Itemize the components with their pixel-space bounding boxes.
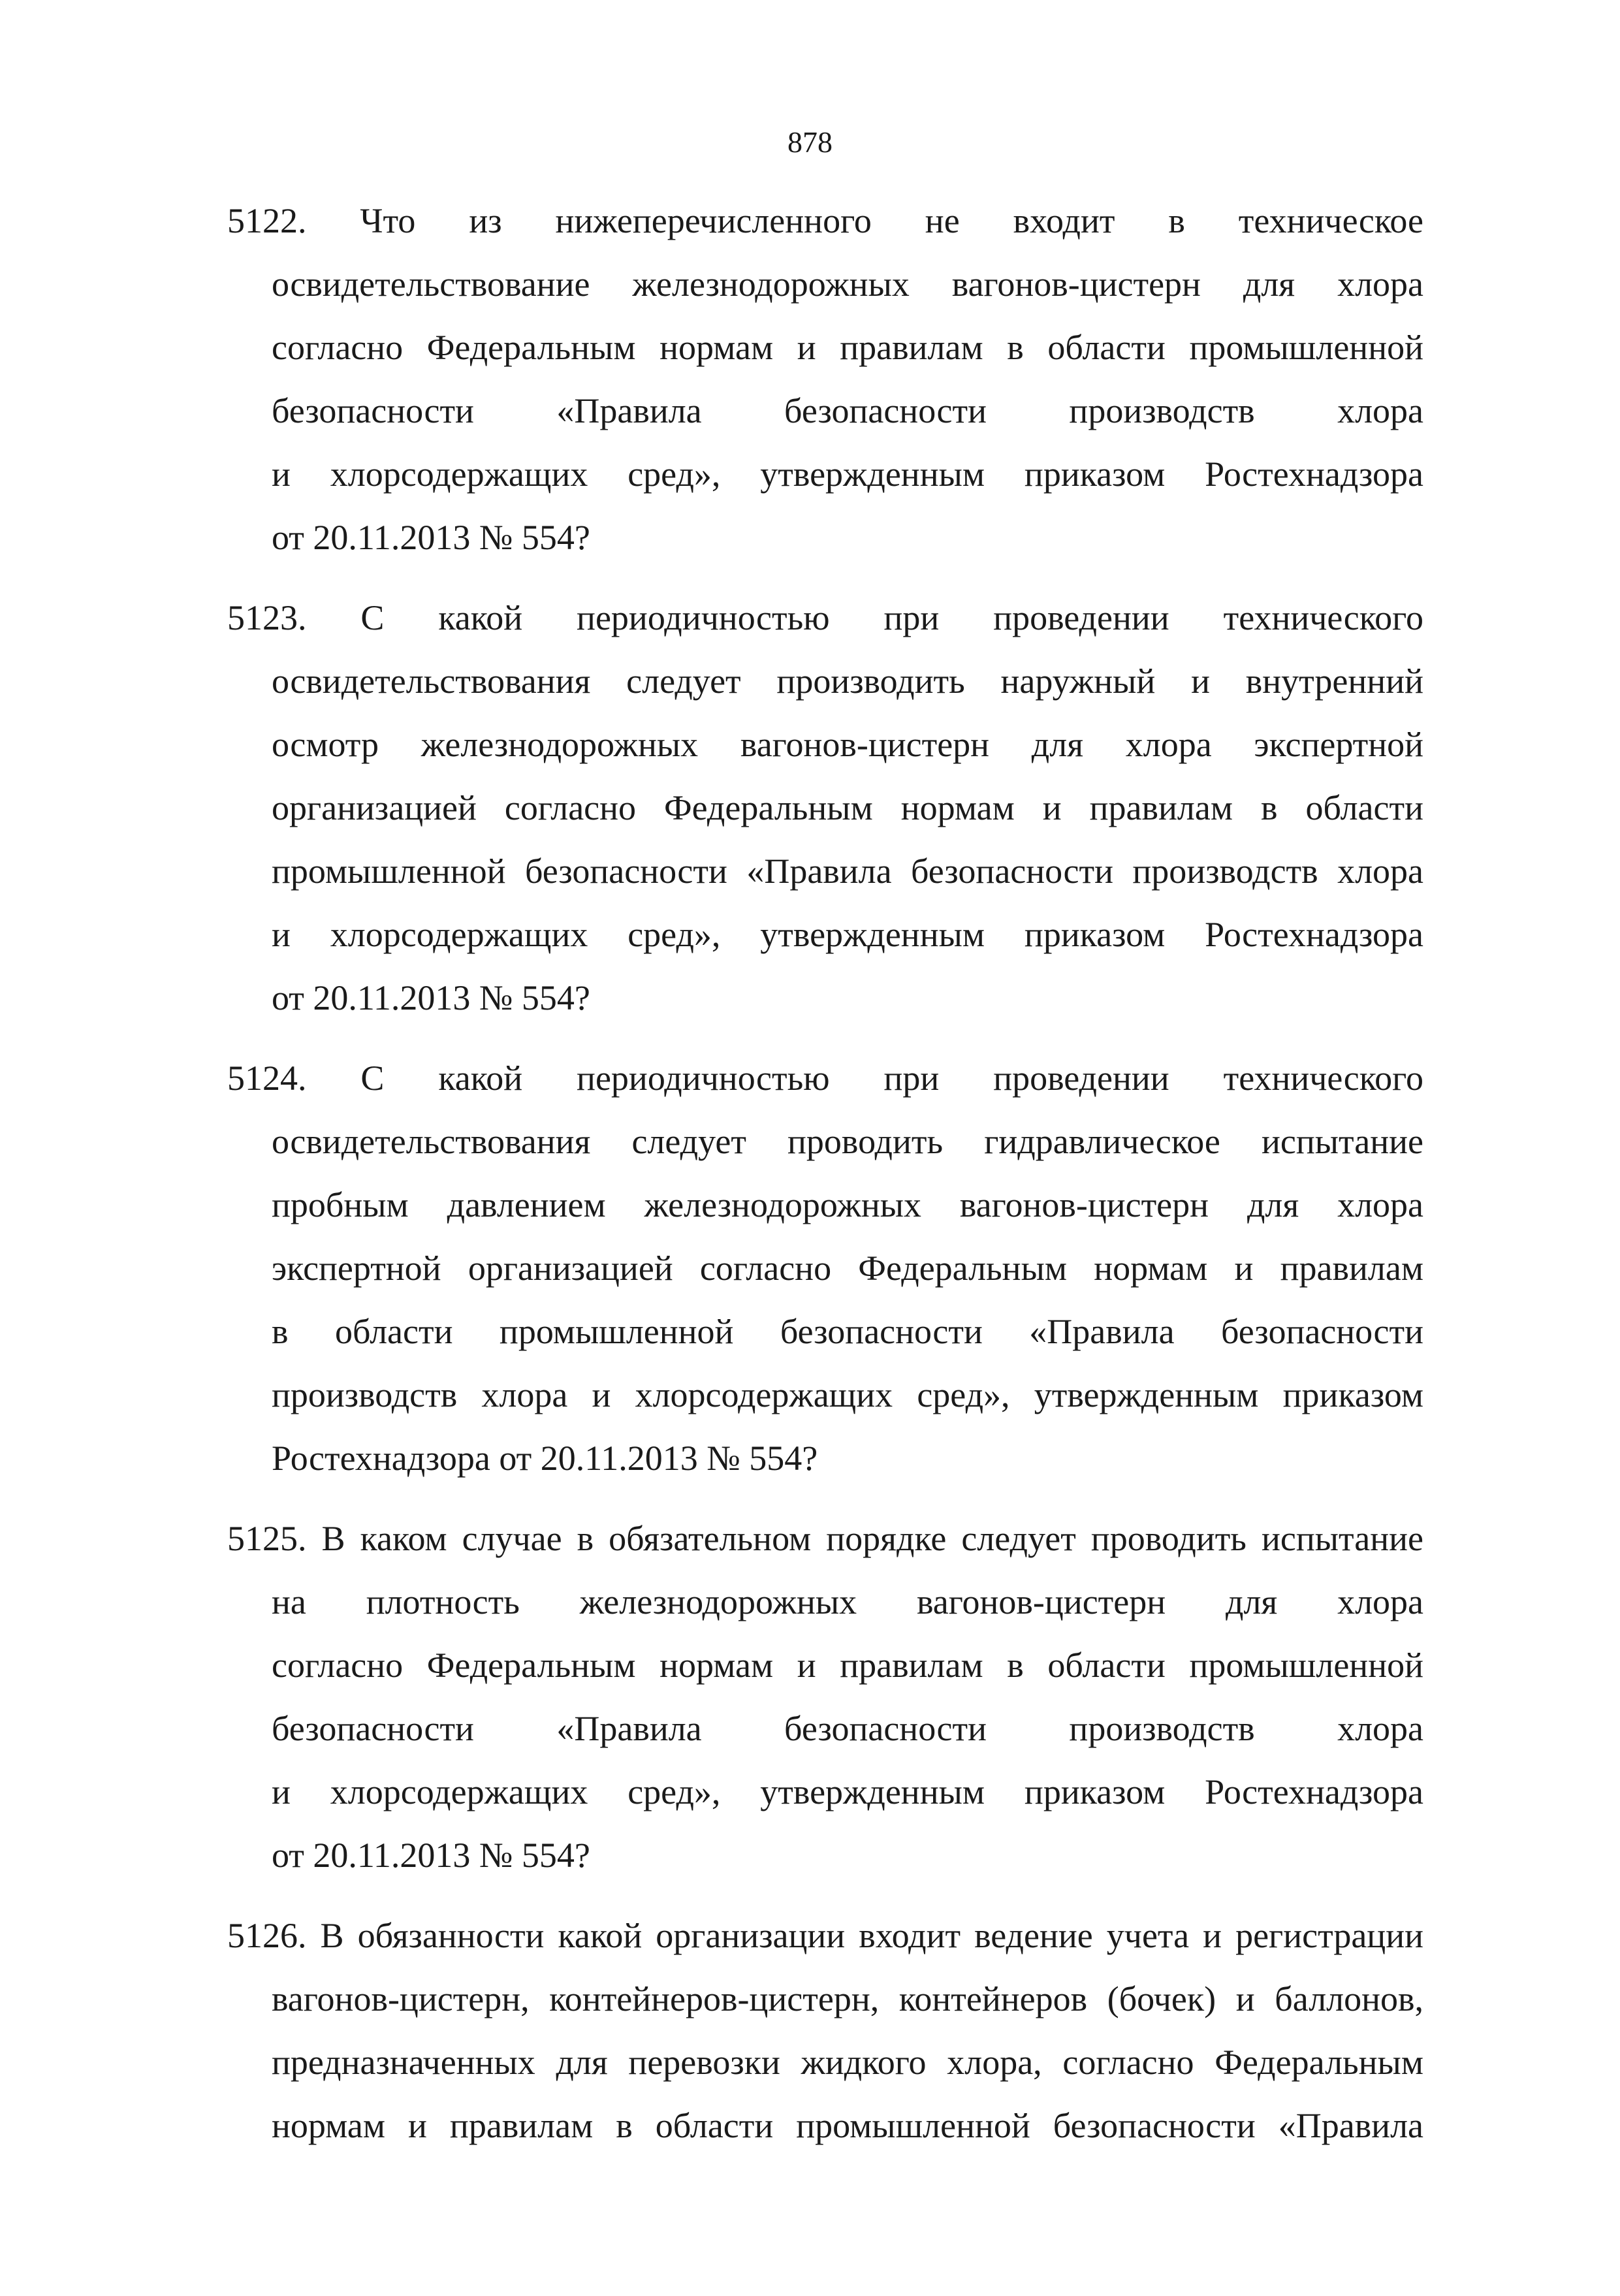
page-number: 878 (787, 125, 833, 159)
question-5125 (227, 1507, 1423, 1887)
question-line: 5122. Что из нижеперечисленного не входит в техническое (227, 201, 1423, 240)
question-line: экспертной организацией согласно Федеральным нормам и правилам (272, 1249, 1423, 1288)
question-line: и хлорсодержащих сред», утвержденным приказом Ростехнадзора (272, 915, 1423, 954)
question-line: освидетельствования следует проводить гидравлическое испытание (272, 1122, 1423, 1161)
question-line: нормам и правилам в области промышленной безопасности «Правила (272, 2106, 1423, 2145)
question-line: осмотр железнодорожных вагонов-цистерн для хлора экспертной (272, 725, 1423, 764)
question-5126 (227, 1904, 1423, 2158)
question-5122 (227, 189, 1423, 569)
question-list (227, 189, 1423, 2175)
question-line: согласно Федеральным нормам и правилам в области промышленной (272, 328, 1423, 367)
question-line: безопасности «Правила безопасности производств хлора (272, 1709, 1423, 1748)
question-line: и хлорсодержащих сред», утвержденным приказом Ростехнадзора (272, 454, 1423, 494)
question-line: вагонов-цистерн, контейнеров-цистерн, контейнеров (бочек) и баллонов, (272, 1979, 1423, 2018)
question-line: пробным давлением железнодорожных вагонов-цистерн для хлора (272, 1185, 1423, 1224)
question-line: организацией согласно Федеральным нормам и правилам в области (272, 788, 1423, 827)
question-5123 (227, 586, 1423, 1030)
question-line: освидетельствования следует производить наружный и внутренний (272, 662, 1423, 701)
question-line: безопасности «Правила безопасности производств хлора (272, 391, 1423, 430)
question-line: 5123. С какой периодичностью при проведении технического (227, 598, 1423, 637)
question-line: предназначенных для перевозки жидкого хлора, согласно Федеральным (272, 2043, 1423, 2082)
question-line: в области промышленной безопасности «Правила безопасности (272, 1312, 1423, 1351)
question-line: промышленной безопасности «Правила безопасности производств хлора (272, 852, 1423, 891)
question-line: от 20.11.2013 № 554? (272, 978, 590, 1017)
question-line: 5126. В обязанности какой организации входит ведение учета и регистрации (227, 1916, 1423, 1955)
question-line: Ростехнадзора от 20.11.2013 № 554? (272, 1439, 818, 1478)
question-line: от 20.11.2013 № 554? (272, 1836, 590, 1875)
question-line: 5125. В каком случае в обязательном порядке следует проводить испытание (227, 1519, 1423, 1558)
question-line: и хлорсодержащих сред», утвержденным приказом Ростехнадзора (272, 1772, 1423, 1811)
question-line: 5124. С какой периодичностью при проведении технического (227, 1059, 1423, 1098)
question-line: от 20.11.2013 № 554? (272, 518, 590, 557)
question-line: согласно Федеральным нормам и правилам в области промышленной (272, 1646, 1423, 1685)
question-line: производств хлора и хлорсодержащих сред», утвержденным приказом (272, 1375, 1423, 1414)
question-5124 (227, 1047, 1423, 1490)
question-line: освидетельствование железнодорожных вагонов-цистерн для хлора (272, 264, 1423, 304)
question-line: на плотность железнодорожных вагонов-цистерн для хлора (272, 1582, 1423, 1621)
